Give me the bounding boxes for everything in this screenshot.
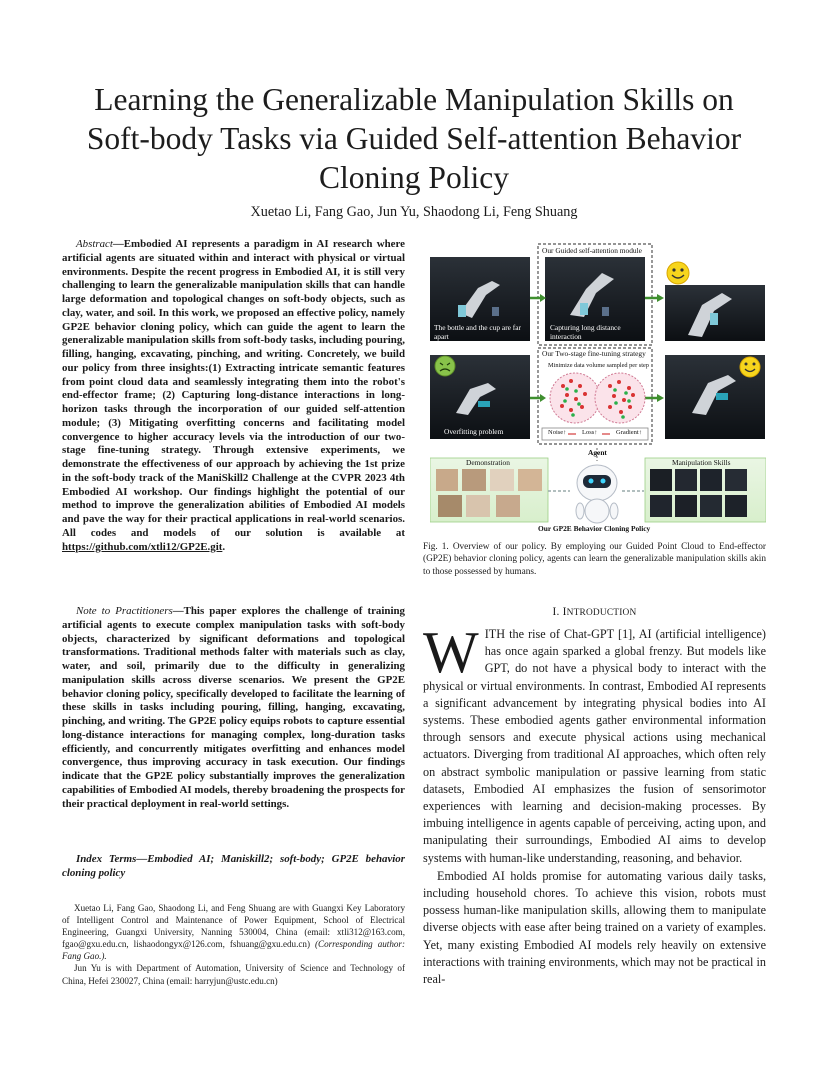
gradient-label: Gradient↑ — [616, 429, 642, 436]
bottle-cup-label: The bottle and the cup are far apart — [434, 323, 522, 341]
agent-label: Agent — [588, 448, 607, 457]
intro-paragraph-1 — [423, 619, 766, 867]
loss-label: Loss↑ — [582, 429, 598, 436]
guided-attention-label: Our Guided self-attention module — [542, 246, 642, 255]
abstract — [62, 238, 405, 554]
capturing-label: Capturing long distance interaction — [550, 323, 621, 341]
paper-title: Learning the Generalizable Manipulation Skills on Soft-body Tasks via Guided Self-attention Behavior Cloning Policy — [86, 82, 742, 195]
overfitting-label: Overfitting problem — [444, 427, 504, 436]
footnote-affiliation-2: Jun Yu is with Department of Automation, University of Science and Technology of China, Hefei 230027, China (email: harryjun@ustc.edu.cn) — [62, 963, 405, 986]
drop-cap: W — [423, 619, 479, 685]
bottle-3 — [710, 313, 718, 325]
index-terms: Index Terms—Embodied AI; Maniskill2; soft-body; GP2E behavior cloning policy — [62, 853, 405, 879]
bottle-4 — [478, 401, 490, 407]
left-column — [62, 238, 405, 554]
happy-face-icon — [667, 262, 689, 284]
manipulation-skills-label: Manipulation Skills — [672, 458, 731, 467]
section-number: I. — [552, 606, 563, 618]
abstract-label: Abstract — [76, 238, 113, 250]
note-to-practitioners — [62, 605, 405, 811]
agent-robot-graphic — [576, 465, 618, 523]
intro-paragraph-1-text: the rise of Chat-GPT [1], AI (artificial intelligence) has once again sparked a global frenzy. But models like GPT, do not have a physical body to interact with the physical or virtual environments. In contrast, Embodied AI represents a significant advancement by integrating physical bodies into AI systems. These embodied agents gather environmental information through sensors and execute physical actions using mechanical actuators. Diverging from traditional AI approaches, which often rely on abstract symbolic manipulation or passive learning from static datasets, Embodied AI emphasizes the fusion of sensorimotor experiences with learning and decision-making processes. By imbuing intelligence in agents capable of perceiving, acting upon, and manipulating their surroundings, Embodied AI aims to develop systems with human-like understanding, reasoning, and behavior. — [423, 627, 766, 865]
intro-paragraph-2: Embodied AI holds promise for automating various daily tasks, including household chores. To achieve this vision, robots must possess human-like manipulation skills, allowing them to manipulate diverse objects with ease after being trained on a variety of examples. Yet, many existing Embodied AI models rely heavily on extensive interactions with training environments, which may not be practical in real- — [423, 868, 766, 987]
section-heading — [423, 606, 766, 618]
intro-lead-caps: ITH — [484, 627, 505, 641]
section-title-first: I — [562, 606, 567, 618]
introduction-text — [423, 619, 766, 988]
author-footnote — [62, 902, 405, 987]
point-cloud-graphic — [550, 373, 645, 423]
happy-face-icon-2 — [740, 357, 760, 377]
cup-2 — [602, 307, 609, 316]
bottle-1 — [458, 305, 466, 317]
github-link[interactable]: https://github.com/xtli12/GP2E.git — [62, 540, 223, 553]
figure-caption: Fig. 1. Overview of our policy. By employing our Guided Point Cloud to End-effector (GP2E) behavior cloning policy, agents can learn the generalizable manipulation skills akin to those possessed by humans. — [423, 542, 766, 577]
footnote-affiliation-text: Xuetao Li, Fang Gao, Shaodong Li, and Feng Shuang are with Guangxi Key Laboratory of Intelligent Control and Maintenance of Power Equipment, School of Electrical Engineering, Guangxi University, Nanning 530004, China (email: xtli312@163.com, fgao@gxu.edu.cn, lishaodongyx@126.com, fshuang@gxu.edu.cn) — [62, 903, 405, 950]
sick-face-icon — [435, 356, 455, 376]
two-stage-label: Our Two-stage fine-tuning strategy — [542, 349, 646, 358]
demonstration-label: Demonstration — [466, 458, 510, 467]
abstract-text: —Embodied AI represents a paradigm in AI research where artificial agents are situated within and interact with physical or virtual environments. Despite the recent progress in Embodied AI, it is still very challenging to learn the generalizable manipulation skills that can handle large deformation and topological changes on soft-body objects, such as clay, water, and soil. In this work, we proposed an effective policy, namely GP2E behavior cloning policy, which can guide the agent to learn the generalizable manipulation skills from soft-body tasks, including pouring, filling, hanging, excavating, pinching, and writing. Concretely, we build our policy from three insights:(1) Extracting intricate semantic features from point cloud data and seamlessly integrating them into the robot's end-effector frame; (2) Capturing long-distance interactions in long-horizon tasks through the incorporation of our guided self-attention module; (3) Mitigating overfitting concerns and facilitating model convergence to higher accuracy levels via the introduction of our two-stage fine-tuning strategy. Through extensive experiments, we demonstrate the effectiveness of our approach by achieving the 1st prize in the soft-body track of the ManiSkill2 Challenge at the CVPR 2023 4th Embodied AI workshop. Our findings highlight the potential of our method to improve the generalization abilities of Embodied AI models and pave the way for their practical applications in real-world scenarios. All codes and models of our solution is available at — [62, 238, 405, 539]
author-list: Xuetao Li, Fang Gao, Jun Yu, Shaodong Li, Feng Shuang — [250, 204, 578, 220]
bottle-2 — [580, 303, 588, 315]
bottle-6 — [716, 393, 728, 400]
figure-1-graphic — [430, 243, 766, 533]
policy-label: Our GP2E Behavior Cloning Policy — [538, 524, 651, 533]
noise-label: Noise↑ — [548, 429, 567, 436]
section-title-rest: NTRODUCTION — [566, 608, 637, 618]
note-text: —This paper explores the challenge of training artificial agents to execute complex manipulation tasks with soft-body objects, characterized by significant deformations and topological transformations. Traditional methods falter with materials such as clay, water, and soil, primarily due to the difficulty in generalizing manipulation skills across diverse scenarios. We present the GP2E behavior cloning policy, specifically developed to facilitate the learning of these skills in tasks including pouring, filling, hanging, excavating, pinching, and writing. The GP2E policy equips robots to capture essential long-distance interactions for managing complex, long-duration tasks efficiently, and concurrently mitigates overfitting and enhances model convergence, thus improving accuracy in task execution. Our findings indicate that the GP2E policy substantially improves the generalization capabilities of Embodied AI models, thereby broadening the prospects for their practical deployment in real-world settings. — [62, 605, 405, 810]
cup-1 — [492, 307, 499, 316]
footnote-corresponding: (Corresponding author: Fang Gao.). — [62, 939, 405, 962]
figure-1 — [430, 243, 766, 533]
note-label: Note to Practitioners — [76, 605, 173, 617]
footnote-affiliation — [62, 902, 405, 962]
abstract-end: . — [222, 540, 226, 553]
minimize-label: Minimize data volume sampled per step — [548, 362, 649, 369]
